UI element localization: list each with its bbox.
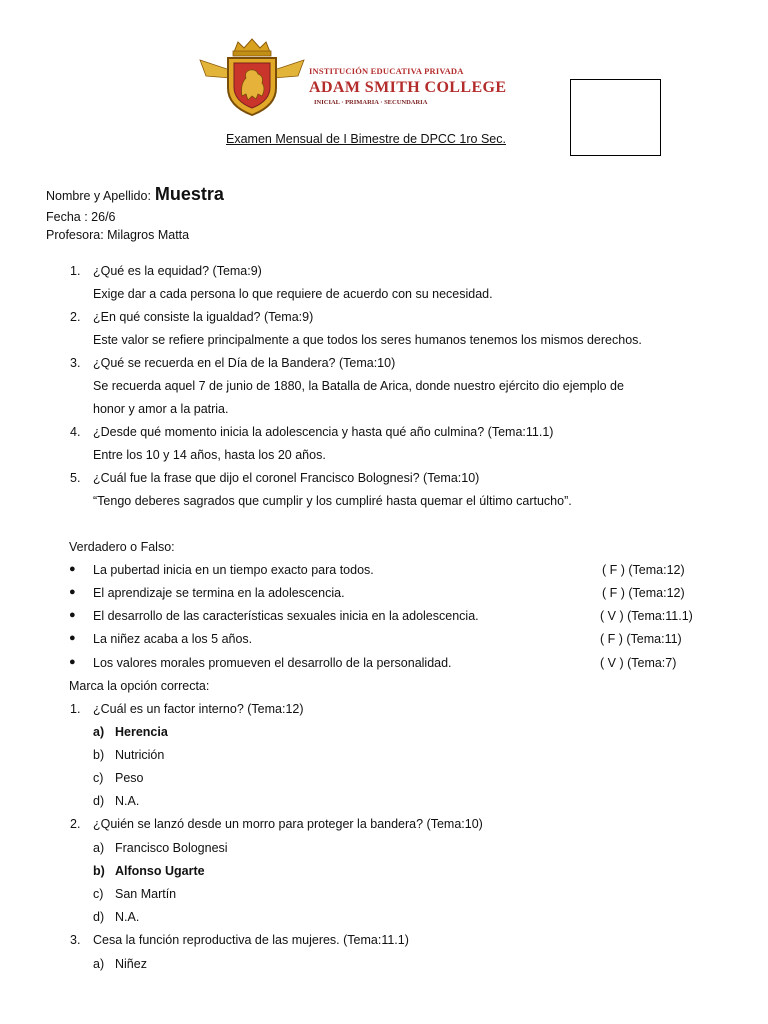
option-text: Francisco Bolognesi	[115, 841, 228, 855]
option-text: N.A.	[115, 910, 140, 924]
tf-answer: ( F ) (Tema:12)	[602, 563, 685, 577]
bullet-icon: ●	[69, 632, 76, 644]
bullet-icon: ●	[69, 586, 76, 598]
question-text: ¿Qué se recuerda en el Día de la Bandera? (Tema:10)	[93, 356, 396, 370]
option-label: d)	[93, 794, 105, 808]
question-text: ¿Quién se lanzó desde un morro para proteger la bandera? (Tema:10)	[93, 817, 483, 831]
name-label: Nombre y Apellido:	[46, 189, 151, 203]
option-label: d)	[93, 910, 105, 924]
tf-statement: El desarrollo de las características sexuales inicia en la adolescencia.	[93, 609, 479, 623]
answer-text: Este valor se refiere principalmente a que todos los seres humanos tenemos los mismos derechos.	[93, 333, 642, 347]
option-text: Niñez	[115, 957, 147, 971]
tf-statement: Los valores morales promueven el desarrollo de la personalidad.	[93, 656, 452, 670]
teacher-row: Profesora: Milagros Matta	[46, 228, 190, 242]
bullet-icon: ●	[69, 656, 76, 668]
question-number: 4.	[70, 425, 81, 439]
option-label: c)	[93, 771, 104, 785]
bullet-icon: ●	[69, 609, 76, 621]
student-name: Muestra	[154, 184, 224, 204]
answer-text: honor y amor a la patria.	[93, 402, 229, 416]
option-label: a)	[93, 841, 105, 855]
name-row	[46, 184, 224, 205]
question-text: ¿Cuál fue la frase que dijo el coronel Francisco Bolognesi? (Tema:10)	[93, 471, 480, 485]
option-text: Peso	[115, 771, 144, 785]
photo-box	[570, 79, 661, 156]
answer-text: “Tengo deberes sagrados que cumplir y los cumpliré hasta quemar el último cartucho”.	[93, 494, 572, 508]
tf-heading: Verdadero o Falso:	[69, 540, 175, 554]
option-text: Alfonso Ugarte	[115, 864, 205, 878]
school-crest-icon	[196, 36, 308, 118]
option-label: b)	[93, 864, 105, 878]
exam-title: Examen Mensual de I Bimestre de DPCC 1ro Sec.	[226, 132, 506, 146]
question-number: 3.	[70, 356, 81, 370]
tf-answer: ( F ) (Tema:12)	[602, 586, 685, 600]
option-text: San Martín	[115, 887, 177, 901]
question-text: ¿Desde qué momento inicia la adolescencia y hasta qué año culmina? (Tema:11.1)	[93, 425, 554, 439]
question-number: 1.	[70, 264, 81, 278]
question-number: 5.	[70, 471, 81, 485]
tf-statement: La niñez acaba a los 5 años.	[93, 632, 253, 646]
option-label: a)	[93, 725, 105, 739]
option-label: b)	[93, 748, 105, 762]
tf-statement: El aprendizaje se termina en la adolescencia.	[93, 586, 345, 600]
answer-text: Entre los 10 y 14 años, hasta los 20 años.	[93, 448, 326, 462]
date-row: Fecha : 26/6	[46, 210, 116, 224]
question-number: 2.	[70, 310, 81, 324]
school-subtitle: INSTITUCIÓN EDUCATIVA PRIVADA	[309, 66, 464, 76]
answer-text: Se recuerda aquel 7 de junio de 1880, la Batalla de Arica, donde nuestro ejército dio ejemplo de	[93, 379, 624, 393]
option-text: Herencia	[115, 725, 168, 739]
tf-answer: ( F ) (Tema:11)	[600, 632, 682, 646]
tf-answer: ( V ) (Tema:11.1)	[600, 609, 693, 623]
question-text: ¿Qué es la equidad? (Tema:9)	[93, 264, 262, 278]
question-text: Cesa la función reproductiva de las mujeres. (Tema:11.1)	[93, 933, 409, 947]
option-text: Nutrición	[115, 748, 165, 762]
bullet-icon: ●	[69, 563, 76, 575]
school-levels: INICIAL · PRIMARIA · SECUNDARIA	[314, 99, 428, 106]
option-text: N.A.	[115, 794, 140, 808]
option-label: c)	[93, 887, 104, 901]
mc-heading: Marca la opción correcta:	[69, 679, 210, 693]
question-number: 1.	[70, 702, 81, 716]
question-number: 2.	[70, 817, 81, 831]
school-name: ADAM SMITH COLLEGE	[309, 79, 507, 96]
school-logo	[196, 36, 507, 118]
answer-text: Exige dar a cada persona lo que requiere de acuerdo con su necesidad.	[93, 287, 493, 301]
tf-answer: ( V ) (Tema:7)	[600, 656, 677, 670]
question-text: ¿Cuál es un factor interno? (Tema:12)	[93, 702, 304, 716]
question-number: 3.	[70, 933, 81, 947]
option-label: a)	[93, 957, 105, 971]
question-text: ¿En qué consiste la igualdad? (Tema:9)	[93, 310, 314, 324]
tf-statement: La pubertad inicia en un tiempo exacto para todos.	[93, 563, 374, 577]
